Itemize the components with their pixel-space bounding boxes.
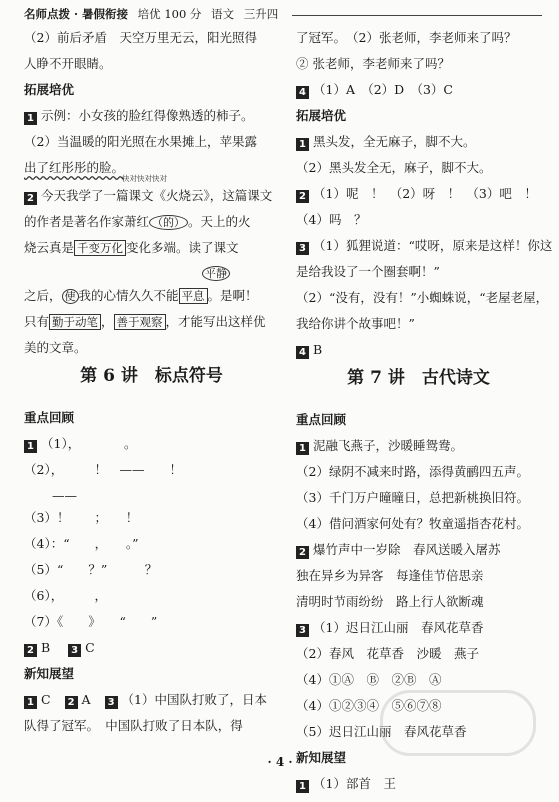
- answer-text: 的作者是著名作家萧红: [24, 214, 150, 229]
- answer-line: [24, 160, 279, 183]
- header-sub: 培优 100 分: [137, 7, 202, 21]
- answer-line: 只有 勤于动笔 ， 善于观察 ，才能写出这样优: [24, 314, 266, 329]
- answer-text: 变化多端。读了课文: [126, 240, 239, 255]
- answer-text: （1）中国队打败了，日本: [121, 692, 268, 707]
- section-heading: 重点回顾: [296, 412, 347, 427]
- answer-line: [296, 56, 541, 72]
- answer-item: [296, 542, 541, 558]
- question-number: 4: [296, 86, 309, 99]
- question-number: 2: [296, 190, 309, 203]
- answer-item: [24, 692, 279, 708]
- lesson-title: 第 7 讲 古代诗文: [347, 368, 490, 388]
- answer-item: [296, 620, 541, 636]
- answer-text: B: [313, 342, 323, 357]
- answer-item: [24, 188, 279, 204]
- answer-text: （1）呢 ！ （2）呀 ！ （3）吧 ！: [313, 186, 537, 201]
- answer-item: [296, 438, 541, 454]
- answer-text: B: [41, 640, 51, 655]
- question-number: 3: [296, 624, 309, 637]
- answer-text: ，才能写出这样优: [165, 314, 266, 329]
- question-number: 1: [24, 112, 37, 125]
- header-brand: 名师点拨 · 暑假衔接: [24, 7, 129, 21]
- answer-line: （2）春风 花草香 沙暖 燕子: [296, 646, 479, 661]
- question-number: 1: [24, 440, 37, 453]
- answer-line: （2）前后矛盾 天空万里无云，阳光照得: [24, 30, 257, 45]
- answer-text: 示例：小女孩的脸红得像熟透的柿子。: [41, 108, 254, 123]
- boxed-word: 千变万化: [74, 240, 126, 256]
- answer-item: [296, 238, 553, 254]
- answer-line: ——: [52, 488, 77, 503]
- boxed-word: 善于观察: [114, 314, 166, 330]
- question-number: 1: [296, 442, 309, 455]
- answer-line: （6）， ，: [24, 588, 107, 603]
- answer-line: 是给我设了一个圈套啊！”: [296, 264, 440, 279]
- correction-mark: （的）: [149, 215, 188, 230]
- answer-line: 独在异乡为异客 每逢佳节倍思亲: [296, 568, 484, 583]
- answer-line: （4）吗 ？: [296, 212, 367, 227]
- answer-line: 人睁不开眼睛。: [24, 56, 112, 71]
- lesson-title: 第 6 讲 标点符号: [80, 366, 223, 386]
- answer-line: （2）绿阴不减来时路，添得黄鹂四五声。: [296, 464, 529, 479]
- answer-text: A: [81, 692, 91, 707]
- answer-text: 。天上的火: [188, 214, 251, 229]
- answer-text: 爆竹声中一岁除 春风送暖入屠苏: [313, 542, 501, 557]
- answer-text: （1）狐狸说道：“哎呀，原来是这样！你这: [313, 238, 553, 253]
- answer-text: 烧云真是: [24, 240, 75, 255]
- header-subject: 语文: [211, 7, 235, 21]
- header-grade: 三升四: [243, 7, 279, 21]
- answer-text: 出了红彤彤的脸。: [24, 160, 125, 175]
- answer-item: [296, 134, 541, 150]
- boxed-word: 勤于动笔: [49, 314, 101, 330]
- answer-line: （5）“ ？” ？: [24, 562, 158, 577]
- question-number: 2: [296, 546, 309, 559]
- answer-item: [24, 108, 279, 124]
- answer-text: （1）迟日江山丽 春风花草香: [313, 620, 484, 635]
- answer-text: 张老师，李老师来了吗？: [312, 56, 451, 71]
- circled-word: 平静: [202, 266, 230, 281]
- question-number: 3: [105, 696, 118, 709]
- question-number: 1: [24, 696, 37, 709]
- answer-line: （4）：“ ， 。”: [24, 536, 139, 551]
- answer-text: 之后，: [24, 288, 62, 303]
- answer-line: （2）黑头发全无，麻子，脚不大。: [296, 160, 492, 175]
- left-column: [24, 30, 279, 744]
- answer-line: （7）《 》 “ ”: [24, 614, 158, 629]
- answer-text: C: [41, 692, 51, 707]
- answer-line: （3）千门万户曈曈日，总把新桃换旧符。: [296, 490, 529, 505]
- answer-text: （1）A （2）D （3）C: [313, 82, 453, 97]
- answer-text: 只有: [24, 314, 50, 329]
- answer-line: 队得了冠军。 中国队打败了日本队，得: [24, 718, 243, 733]
- circled-word: 使: [62, 289, 79, 304]
- answer-line: 我给你讲个故事吧！”: [296, 316, 415, 331]
- question-number: 2: [65, 696, 78, 709]
- answer-text: 黑头发，全无麻子，脚不大。: [313, 134, 476, 149]
- answer-item: [296, 342, 541, 358]
- answer-line: 了冠军。 （2）张老师，李老师来了吗？: [296, 30, 517, 45]
- answer-item: [296, 82, 541, 98]
- question-number: 2: [24, 644, 37, 657]
- answer-line: （2）， ！ —— ！: [24, 462, 182, 477]
- page-number: · 4 ·: [267, 755, 293, 769]
- answer-line: （2）“没有，没有！”小蜘蛛说，“老屋老屋，: [296, 290, 549, 305]
- section-heading: 重点回顾: [24, 410, 75, 425]
- answer-line: 美的文章。: [24, 340, 87, 355]
- answer-text: （1）， 。: [41, 436, 137, 451]
- header-rule: [292, 15, 542, 16]
- question-number: 3: [296, 242, 309, 255]
- answer-text: 我的心情久久不能: [78, 288, 179, 303]
- answer-item: [296, 186, 541, 202]
- answer-line: （4）①②③④ ⑤⑥⑦⑧: [296, 698, 442, 713]
- handwritten-note: 快对快对快对: [122, 174, 167, 183]
- page-header: [24, 6, 544, 26]
- question-number: 1: [296, 780, 309, 793]
- watermark-logo: [380, 690, 536, 756]
- answer-line: （2）当温暖的阳光照在水果摊上，苹果露: [24, 134, 257, 149]
- question-number: 3: [68, 644, 81, 657]
- answer-text: 泥融飞燕子，沙暖睡鸳鸯。: [313, 438, 464, 453]
- answer-text: （1）部首 王: [313, 776, 396, 791]
- section-heading: 新知展望: [24, 666, 75, 681]
- section-heading: 新知展望: [296, 750, 347, 765]
- question-number: 1: [296, 138, 309, 151]
- answer-item: [24, 640, 279, 656]
- circled-number: ②: [296, 56, 309, 71]
- answer-text: 。是啊！: [207, 288, 258, 303]
- answer-line: 清明时节雨纷纷 路上行人欲断魂: [296, 594, 484, 609]
- boxed-word: 平息: [179, 288, 208, 304]
- answer-line: [24, 214, 279, 230]
- answer-line: [24, 266, 279, 282]
- answer-text: C: [85, 640, 95, 655]
- answer-item: [24, 436, 279, 452]
- right-column: [296, 30, 553, 802]
- answer-line: [24, 288, 279, 304]
- answer-item: [296, 776, 541, 792]
- section-heading: 拓展培优: [24, 82, 75, 97]
- answer-line: （4）借问酒家何处有？牧童遥指杏花村。: [296, 516, 529, 531]
- answer-line: （3）！ ； ！: [24, 510, 139, 525]
- answer-line: [24, 240, 279, 256]
- question-number: 4: [296, 346, 309, 359]
- question-number: 2: [24, 192, 37, 205]
- answer-text: 今天我学了一篇课文《火烧云》，这篇课文: [41, 188, 273, 203]
- answer-line: （5）迟日江山丽 春风花草香: [296, 724, 467, 739]
- answer-line: （4）①Ⓐ Ⓑ ②Ⓑ Ⓐ: [296, 672, 442, 687]
- section-heading: 拓展培优: [296, 108, 347, 123]
